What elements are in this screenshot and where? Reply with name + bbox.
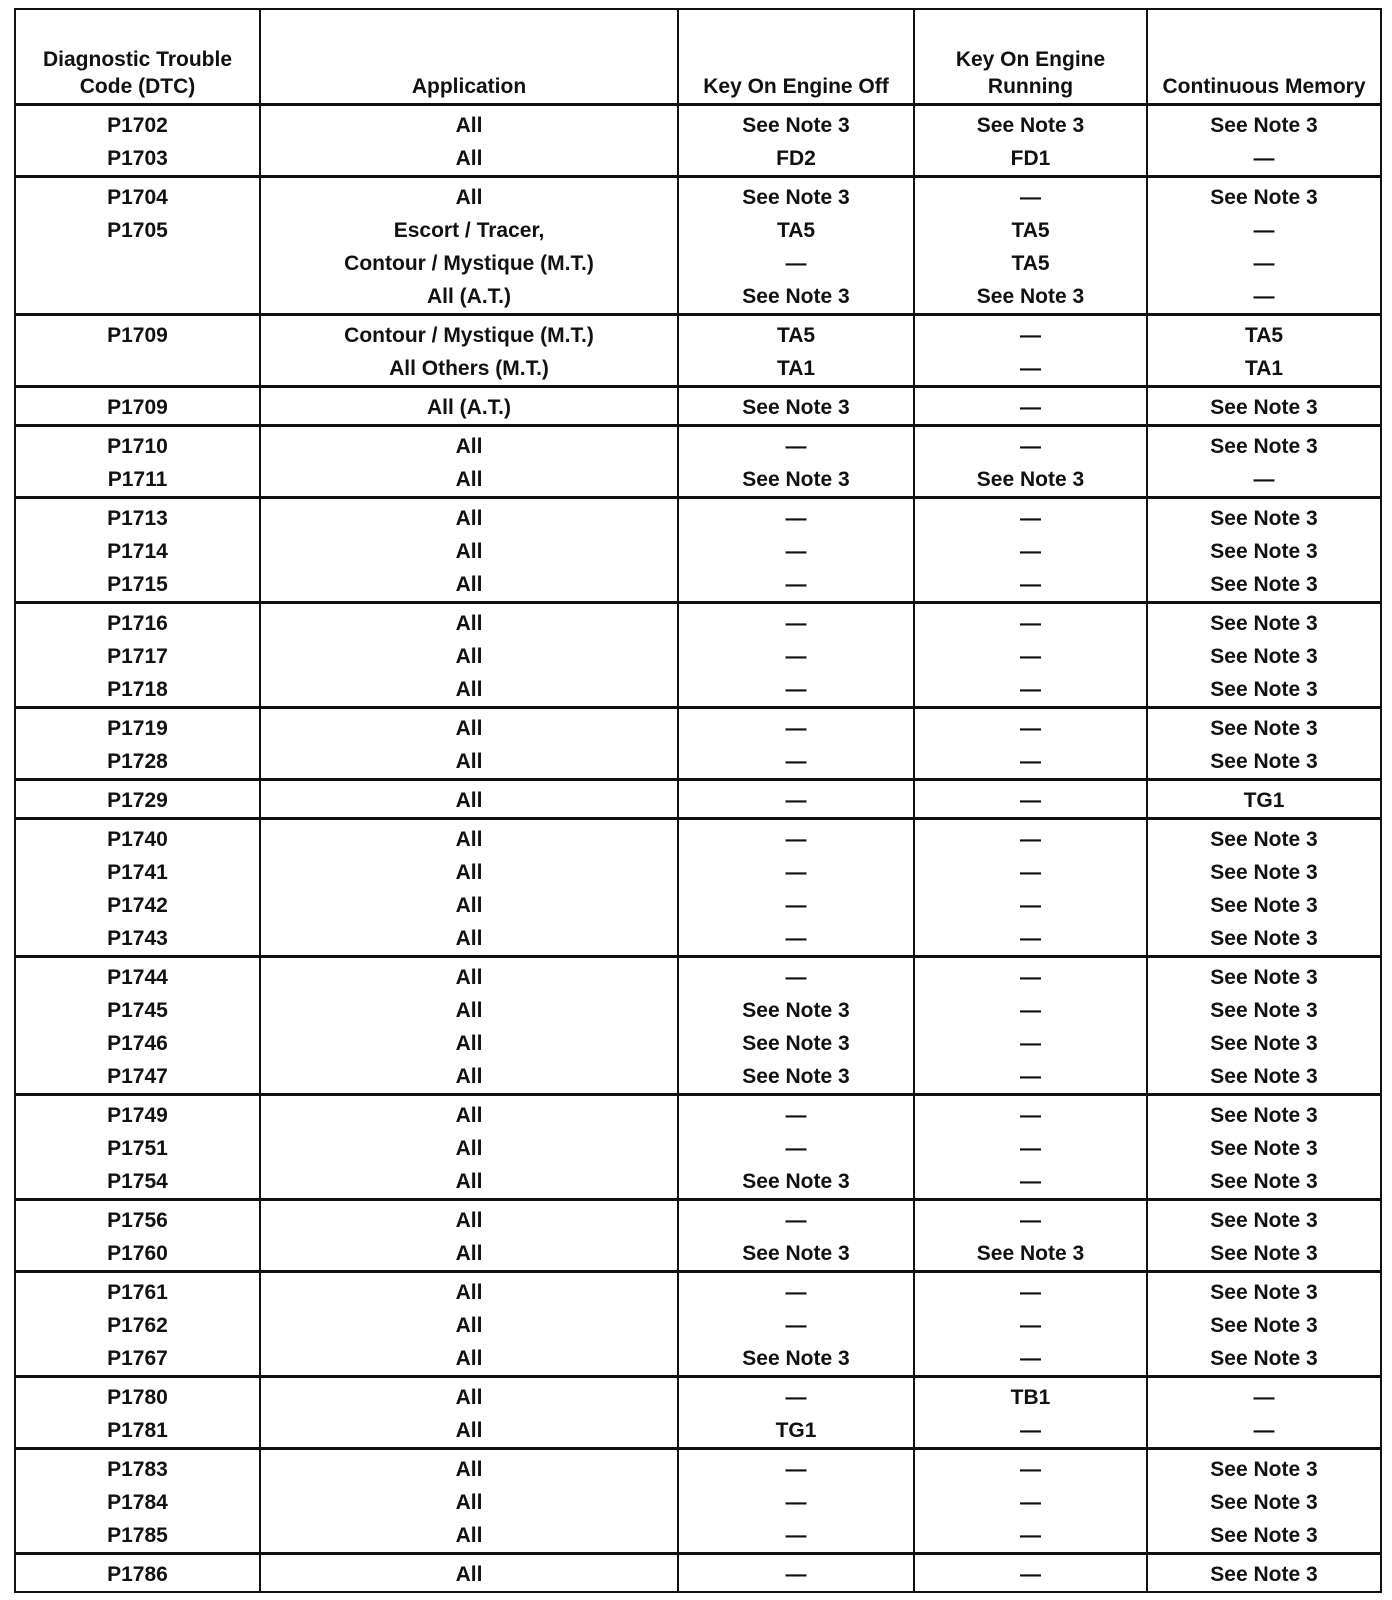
koeo-cell: TA1 [678, 352, 914, 387]
koeo-cell: See Note 3 [678, 1060, 914, 1095]
dtc-cell: P1744 [15, 957, 260, 995]
application-cell: All [260, 568, 678, 603]
memory-cell: See Note 3 [1147, 1342, 1381, 1377]
application-cell: All [260, 673, 678, 708]
memory-cell: — [1147, 1377, 1381, 1415]
memory-cell: See Note 3 [1147, 177, 1381, 215]
koer-cell: — [914, 1060, 1147, 1095]
application-cell: Escort / Tracer, [260, 214, 678, 247]
dtc-cell: P1713 [15, 498, 260, 536]
table-row [15, 247, 1381, 280]
header-koer: Key On Engine Running [914, 9, 1147, 105]
table-row [15, 1342, 1381, 1377]
koeo-cell: — [678, 1272, 914, 1310]
dtc-cell: P1702 [15, 105, 260, 143]
dtc-cell: P1767 [15, 1342, 260, 1377]
memory-cell: See Note 3 [1147, 1200, 1381, 1238]
memory-cell: TA5 [1147, 315, 1381, 353]
application-cell: All [260, 640, 678, 673]
row-group [15, 1377, 1381, 1449]
koeo-cell: — [678, 922, 914, 957]
koeo-cell: See Note 3 [678, 994, 914, 1027]
dtc-cell: P1728 [15, 745, 260, 780]
koeo-cell: — [678, 1095, 914, 1133]
table-row [15, 177, 1381, 215]
koeo-cell: TA5 [678, 214, 914, 247]
application-cell: All [260, 177, 678, 215]
table-row [15, 1165, 1381, 1200]
application-cell: All [260, 994, 678, 1027]
row-group [15, 498, 1381, 603]
memory-cell: See Note 3 [1147, 498, 1381, 536]
koeo-cell: See Note 3 [678, 105, 914, 143]
koer-cell: — [914, 889, 1147, 922]
dtc-cell: P1786 [15, 1554, 260, 1593]
application-cell: All [260, 1309, 678, 1342]
koeo-cell: — [678, 247, 914, 280]
application-cell: All [260, 1449, 678, 1487]
table-row [15, 780, 1381, 819]
dtc-cell: P1711 [15, 463, 260, 498]
koeo-cell: — [678, 819, 914, 857]
koer-cell: — [914, 819, 1147, 857]
table-row [15, 856, 1381, 889]
memory-cell: See Note 3 [1147, 640, 1381, 673]
row-group [15, 957, 1381, 1095]
memory-cell: See Note 3 [1147, 1132, 1381, 1165]
table-row [15, 1519, 1381, 1554]
table-row [15, 922, 1381, 957]
koer-cell: — [914, 856, 1147, 889]
application-cell: All [260, 1165, 678, 1200]
application-cell: All [260, 1519, 678, 1554]
row-group [15, 1272, 1381, 1377]
application-cell: All [260, 708, 678, 746]
memory-cell: See Note 3 [1147, 1272, 1381, 1310]
koeo-cell: — [678, 708, 914, 746]
application-cell: All [260, 1060, 678, 1095]
koer-cell: FD1 [914, 142, 1147, 177]
memory-cell: See Note 3 [1147, 105, 1381, 143]
table-row [15, 889, 1381, 922]
memory-cell: See Note 3 [1147, 1237, 1381, 1272]
koer-cell: — [914, 315, 1147, 353]
koeo-cell: — [678, 856, 914, 889]
application-cell: All [260, 1132, 678, 1165]
row-group [15, 1554, 1381, 1593]
dtc-cell: P1741 [15, 856, 260, 889]
memory-cell: See Note 3 [1147, 1309, 1381, 1342]
koer-cell: See Note 3 [914, 1237, 1147, 1272]
koeo-cell: — [678, 1200, 914, 1238]
koeo-cell: — [678, 1554, 914, 1593]
table-row [15, 463, 1381, 498]
table-row [15, 280, 1381, 315]
application-cell: All [260, 1200, 678, 1238]
table-row [15, 994, 1381, 1027]
koer-cell: — [914, 352, 1147, 387]
koeo-cell: — [678, 640, 914, 673]
table-row [15, 352, 1381, 387]
header-memory: Continuous Memory [1147, 9, 1381, 105]
table-row [15, 535, 1381, 568]
memory-cell: See Note 3 [1147, 1554, 1381, 1593]
row-group [15, 603, 1381, 708]
row-group [15, 177, 1381, 315]
dtc-cell: P1703 [15, 142, 260, 177]
koer-cell: See Note 3 [914, 463, 1147, 498]
koer-cell: — [914, 745, 1147, 780]
dtc-cell: P1709 [15, 315, 260, 353]
dtc-cell: P1756 [15, 1200, 260, 1238]
dtc-cell: P1761 [15, 1272, 260, 1310]
dtc-cell: P1740 [15, 819, 260, 857]
memory-cell: See Note 3 [1147, 922, 1381, 957]
table-row [15, 1060, 1381, 1095]
table-row [15, 1132, 1381, 1165]
koeo-cell: See Note 3 [678, 280, 914, 315]
dtc-cell: P1781 [15, 1414, 260, 1449]
dtc-cell: P1717 [15, 640, 260, 673]
memory-cell: See Note 3 [1147, 1027, 1381, 1060]
memory-cell: See Note 3 [1147, 387, 1381, 426]
application-cell: All [260, 603, 678, 641]
table-row [15, 1449, 1381, 1487]
table-row [15, 1095, 1381, 1133]
application-cell: All [260, 922, 678, 957]
table-row [15, 1486, 1381, 1519]
dtc-cell: P1760 [15, 1237, 260, 1272]
dtc-cell [15, 352, 260, 387]
application-cell: All [260, 780, 678, 819]
table-row [15, 603, 1381, 641]
table-row [15, 142, 1381, 177]
header-dtc: Diagnostic Trouble Code (DTC) [15, 9, 260, 105]
memory-cell: See Note 3 [1147, 603, 1381, 641]
memory-cell: — [1147, 247, 1381, 280]
koeo-cell: TG1 [678, 1414, 914, 1449]
memory-cell: See Note 3 [1147, 819, 1381, 857]
koer-cell: — [914, 1309, 1147, 1342]
application-cell: All [260, 745, 678, 780]
table-row [15, 1554, 1381, 1593]
koeo-cell: See Note 3 [678, 1165, 914, 1200]
dtc-cell: P1716 [15, 603, 260, 641]
koer-cell: — [914, 1027, 1147, 1060]
table-row [15, 1414, 1381, 1449]
koer-cell: — [914, 1449, 1147, 1487]
koer-cell: — [914, 1272, 1147, 1310]
table-row [15, 1200, 1381, 1238]
memory-cell: TG1 [1147, 780, 1381, 819]
koer-cell: — [914, 673, 1147, 708]
application-cell: All [260, 1414, 678, 1449]
memory-cell: See Note 3 [1147, 708, 1381, 746]
memory-cell: — [1147, 1414, 1381, 1449]
memory-cell: See Note 3 [1147, 1095, 1381, 1133]
dtc-cell: P1754 [15, 1165, 260, 1200]
table-row [15, 315, 1381, 353]
application-cell: Contour / Mystique (M.T.) [260, 315, 678, 353]
table-row [15, 498, 1381, 536]
koer-cell: — [914, 1414, 1147, 1449]
koer-cell: — [914, 387, 1147, 426]
koeo-cell: — [678, 1449, 914, 1487]
application-cell: All [260, 1095, 678, 1133]
application-cell: All [260, 1377, 678, 1415]
table-header [15, 9, 1381, 105]
header-application: Application [260, 9, 678, 105]
koer-cell: — [914, 922, 1147, 957]
application-cell: All Others (M.T.) [260, 352, 678, 387]
application-cell: All [260, 463, 678, 498]
dtc-cell: P1749 [15, 1095, 260, 1133]
application-cell: All [260, 105, 678, 143]
koer-cell: — [914, 603, 1147, 641]
koer-cell: TB1 [914, 1377, 1147, 1415]
application-cell: All [260, 142, 678, 177]
memory-cell: See Note 3 [1147, 889, 1381, 922]
koer-cell: — [914, 1519, 1147, 1554]
koeo-cell: See Note 3 [678, 463, 914, 498]
koeo-cell: See Note 3 [678, 1237, 914, 1272]
table-row [15, 1377, 1381, 1415]
row-group [15, 1200, 1381, 1272]
application-cell: All [260, 889, 678, 922]
dtc-cell: P1709 [15, 387, 260, 426]
koeo-cell: See Note 3 [678, 387, 914, 426]
row-group [15, 1449, 1381, 1554]
application-cell: All [260, 1342, 678, 1377]
dtc-cell: P1762 [15, 1309, 260, 1342]
dtc-cell: P1742 [15, 889, 260, 922]
memory-cell: See Note 3 [1147, 1519, 1381, 1554]
table-row [15, 105, 1381, 143]
dtc-table [14, 8, 1382, 1593]
application-cell: All [260, 1237, 678, 1272]
row-group [15, 426, 1381, 498]
dtc-cell: P1785 [15, 1519, 260, 1554]
koeo-cell: — [678, 1486, 914, 1519]
koeo-cell: — [678, 745, 914, 780]
row-group [15, 315, 1381, 387]
koeo-cell: — [678, 426, 914, 464]
application-cell: All [260, 1554, 678, 1593]
dtc-cell: P1743 [15, 922, 260, 957]
table-row [15, 1309, 1381, 1342]
dtc-document [14, 8, 1380, 1593]
koeo-cell: — [678, 498, 914, 536]
application-cell: All [260, 1486, 678, 1519]
dtc-cell: P1747 [15, 1060, 260, 1095]
memory-cell: See Note 3 [1147, 856, 1381, 889]
memory-cell: See Note 3 [1147, 957, 1381, 995]
memory-cell: See Note 3 [1147, 426, 1381, 464]
koer-cell: See Note 3 [914, 105, 1147, 143]
koer-cell: — [914, 1554, 1147, 1593]
application-cell: All [260, 426, 678, 464]
row-group [15, 708, 1381, 780]
koeo-cell: — [678, 780, 914, 819]
memory-cell: See Note 3 [1147, 745, 1381, 780]
koeo-cell: — [678, 1309, 914, 1342]
dtc-cell: P1719 [15, 708, 260, 746]
memory-cell: — [1147, 214, 1381, 247]
row-group [15, 780, 1381, 819]
memory-cell: See Note 3 [1147, 535, 1381, 568]
koer-cell: — [914, 426, 1147, 464]
dtc-cell: P1705 [15, 214, 260, 247]
dtc-cell: P1718 [15, 673, 260, 708]
koer-cell: — [914, 1095, 1147, 1133]
dtc-cell: P1784 [15, 1486, 260, 1519]
koeo-cell: — [678, 568, 914, 603]
koeo-cell: — [678, 889, 914, 922]
koer-cell: — [914, 1200, 1147, 1238]
dtc-cell: P1746 [15, 1027, 260, 1060]
table-row [15, 426, 1381, 464]
application-cell: Contour / Mystique (M.T.) [260, 247, 678, 280]
memory-cell: — [1147, 463, 1381, 498]
table-row [15, 708, 1381, 746]
table-row [15, 1272, 1381, 1310]
row-group [15, 1095, 1381, 1200]
koer-cell: — [914, 568, 1147, 603]
koer-cell: — [914, 177, 1147, 215]
koer-cell: See Note 3 [914, 280, 1147, 315]
table-row [15, 957, 1381, 995]
koeo-cell: — [678, 603, 914, 641]
table-row [15, 1237, 1381, 1272]
row-group [15, 387, 1381, 426]
application-cell: All [260, 856, 678, 889]
memory-cell: See Note 3 [1147, 994, 1381, 1027]
dtc-cell [15, 247, 260, 280]
koeo-cell: — [678, 1519, 914, 1554]
dtc-cell: P1704 [15, 177, 260, 215]
koer-cell: TA5 [914, 214, 1147, 247]
application-cell: All (A.T.) [260, 280, 678, 315]
table-row [15, 568, 1381, 603]
application-cell: All [260, 535, 678, 568]
koeo-cell: — [678, 957, 914, 995]
table-row [15, 640, 1381, 673]
dtc-cell: P1751 [15, 1132, 260, 1165]
dtc-cell: P1745 [15, 994, 260, 1027]
koer-cell: — [914, 535, 1147, 568]
table-row [15, 1027, 1381, 1060]
koer-cell: — [914, 708, 1147, 746]
koeo-cell: See Note 3 [678, 1027, 914, 1060]
koer-cell: — [914, 640, 1147, 673]
memory-cell: — [1147, 280, 1381, 315]
table-row [15, 745, 1381, 780]
koer-cell: — [914, 498, 1147, 536]
koeo-cell: — [678, 1377, 914, 1415]
dtc-cell: P1783 [15, 1449, 260, 1487]
row-group [15, 105, 1381, 177]
koer-cell: — [914, 1486, 1147, 1519]
koer-cell: — [914, 994, 1147, 1027]
memory-cell: — [1147, 142, 1381, 177]
application-cell: All [260, 498, 678, 536]
memory-cell: See Note 3 [1147, 673, 1381, 708]
table-row [15, 214, 1381, 247]
dtc-cell: P1710 [15, 426, 260, 464]
row-group [15, 819, 1381, 957]
memory-cell: See Note 3 [1147, 1449, 1381, 1487]
koer-cell: — [914, 1132, 1147, 1165]
dtc-cell: P1715 [15, 568, 260, 603]
koeo-cell: — [678, 535, 914, 568]
memory-cell: TA1 [1147, 352, 1381, 387]
koeo-cell: — [678, 1132, 914, 1165]
table-row [15, 387, 1381, 426]
memory-cell: See Note 3 [1147, 1486, 1381, 1519]
header-row [15, 9, 1381, 105]
koeo-cell: TA5 [678, 315, 914, 353]
memory-cell: See Note 3 [1147, 1165, 1381, 1200]
memory-cell: See Note 3 [1147, 568, 1381, 603]
koer-cell: — [914, 957, 1147, 995]
koeo-cell: See Note 3 [678, 1342, 914, 1377]
koer-cell: — [914, 1342, 1147, 1377]
dtc-cell: P1714 [15, 535, 260, 568]
koeo-cell: FD2 [678, 142, 914, 177]
koeo-cell: — [678, 673, 914, 708]
koeo-cell: See Note 3 [678, 177, 914, 215]
application-cell: All [260, 819, 678, 857]
application-cell: All [260, 1027, 678, 1060]
table-row [15, 673, 1381, 708]
koer-cell: — [914, 780, 1147, 819]
dtc-cell [15, 280, 260, 315]
dtc-cell: P1780 [15, 1377, 260, 1415]
application-cell: All [260, 957, 678, 995]
memory-cell: See Note 3 [1147, 1060, 1381, 1095]
koer-cell: — [914, 1165, 1147, 1200]
koer-cell: TA5 [914, 247, 1147, 280]
application-cell: All (A.T.) [260, 387, 678, 426]
application-cell: All [260, 1272, 678, 1310]
header-koeo: Key On Engine Off [678, 9, 914, 105]
dtc-cell: P1729 [15, 780, 260, 819]
table-row [15, 819, 1381, 857]
